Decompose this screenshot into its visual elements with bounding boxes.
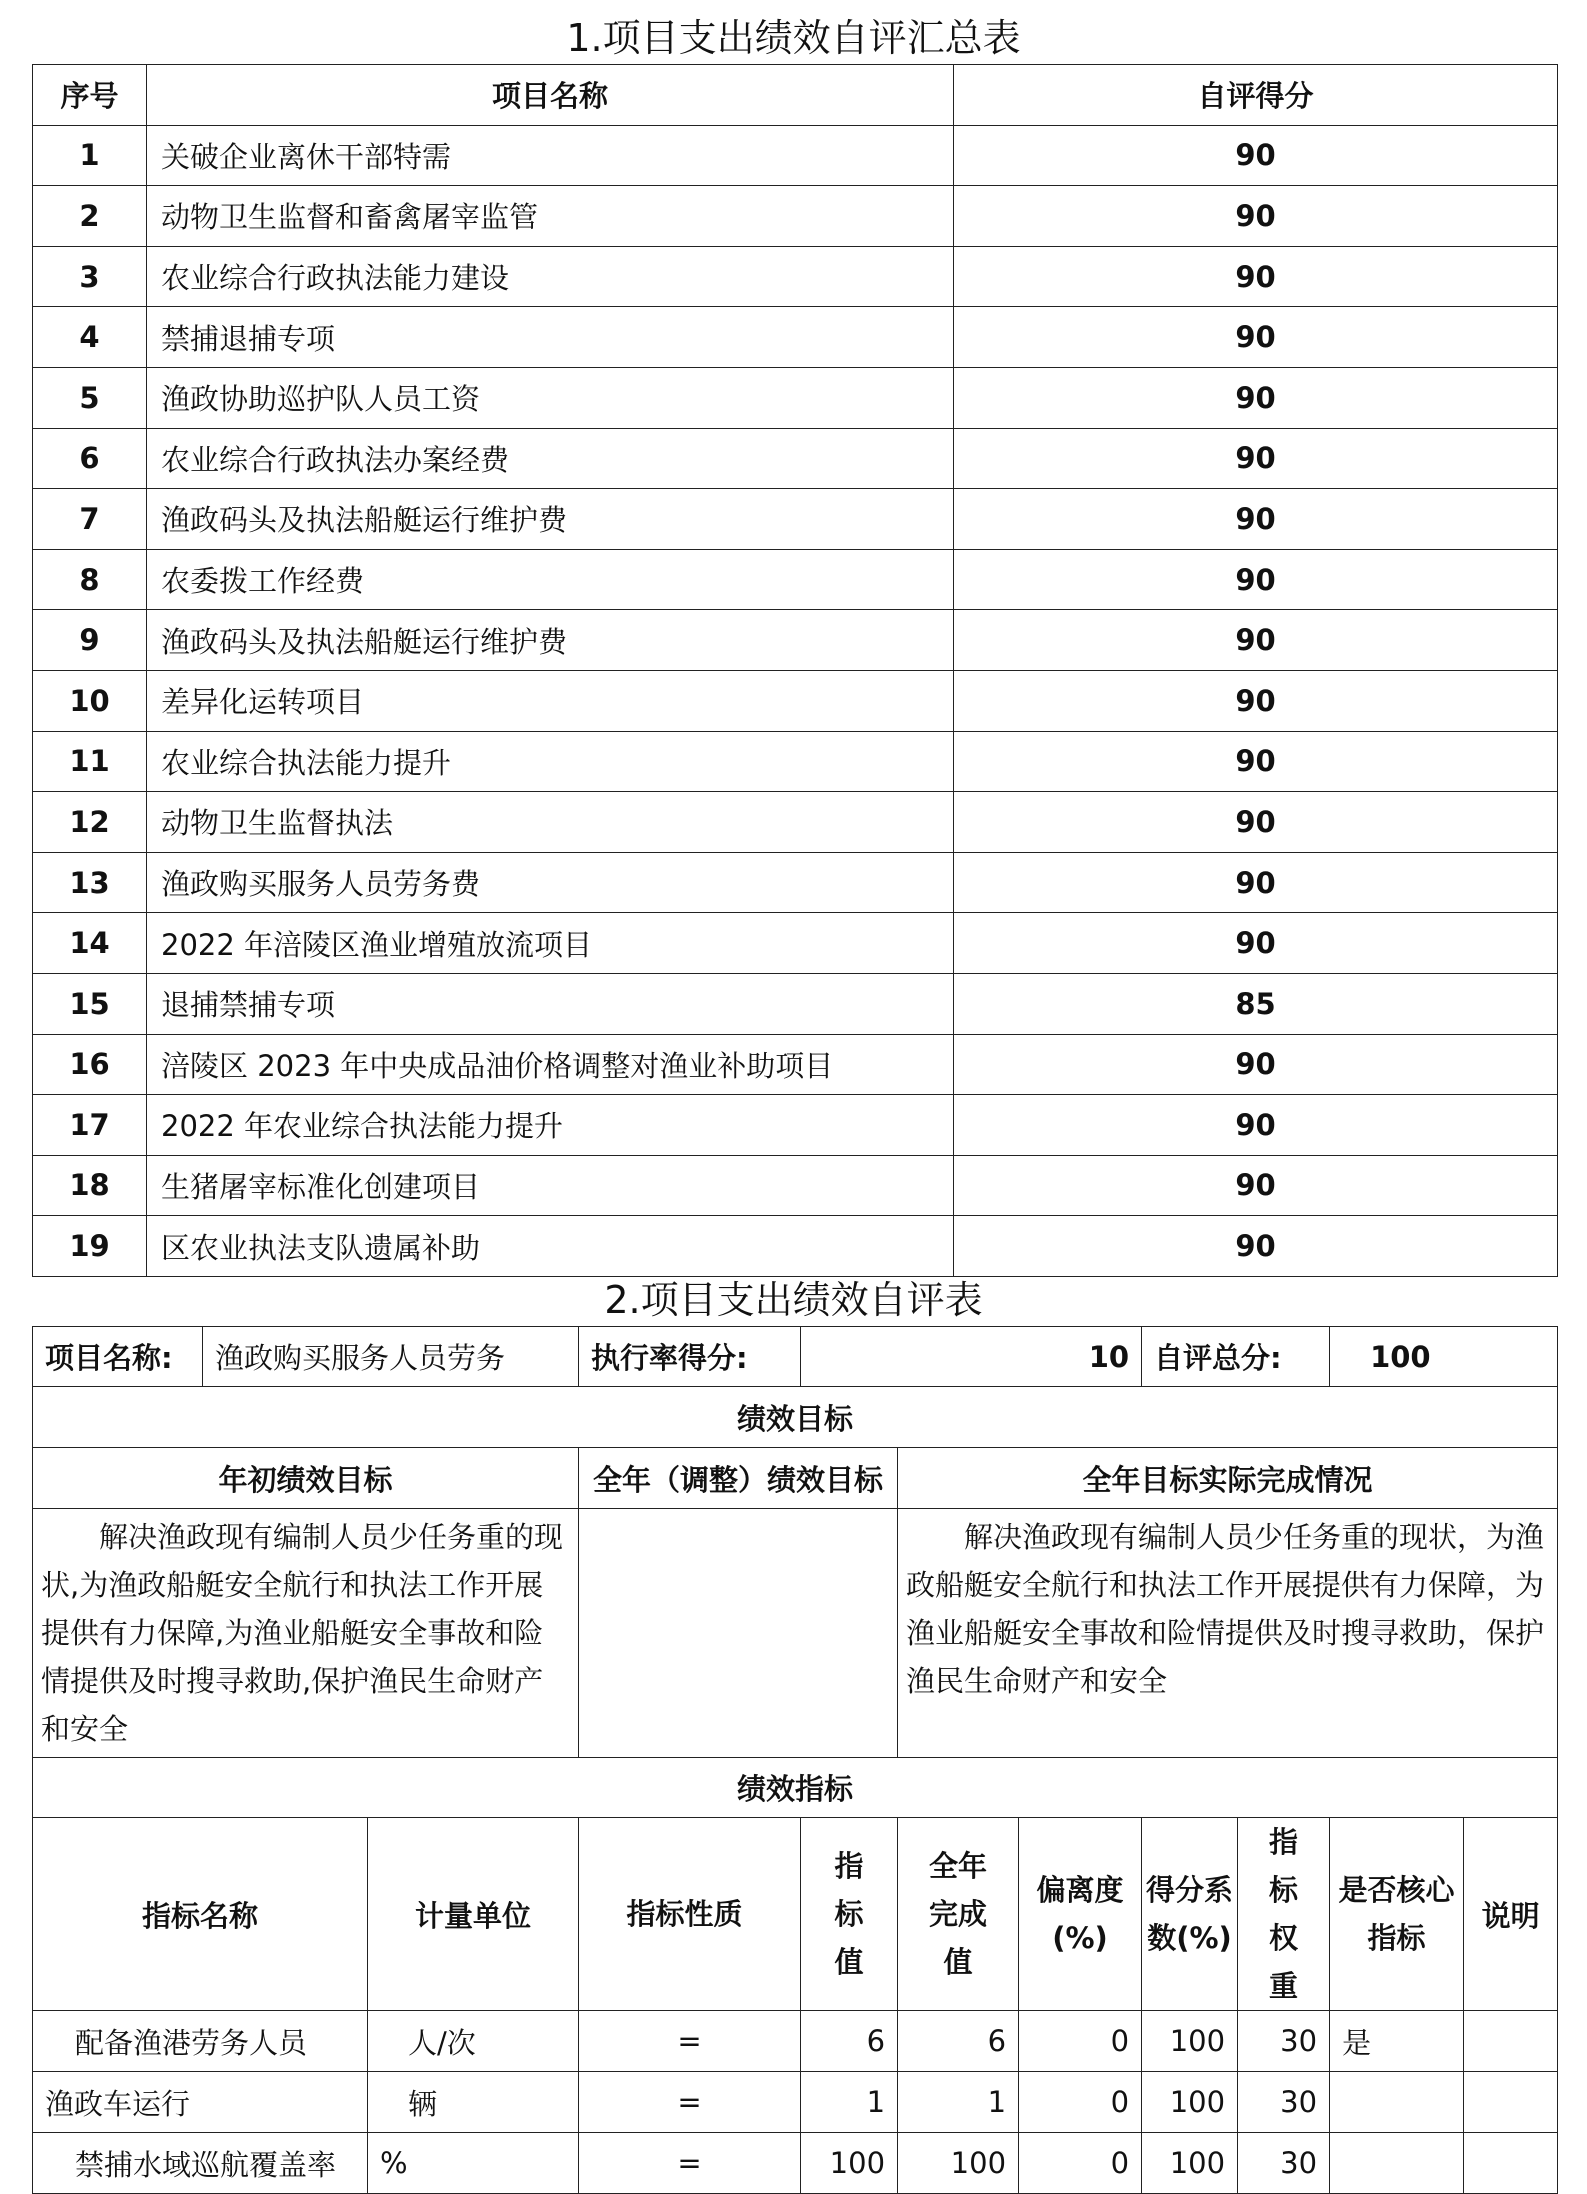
indicator-nature: = bbox=[579, 2011, 801, 2072]
table-row bbox=[33, 792, 1558, 853]
header-name: 项目名称 bbox=[147, 65, 954, 126]
indicator-deviation: 0 bbox=[1019, 2011, 1142, 2072]
row-score: 90 bbox=[954, 852, 1558, 913]
goal-initial-header: 年初绩效目标 bbox=[33, 1448, 579, 1509]
table-row bbox=[33, 125, 1558, 186]
indicator-cols-row bbox=[33, 1818, 1558, 2011]
row-no: 18 bbox=[33, 1155, 147, 1216]
col-unit: 计量单位 bbox=[368, 1818, 579, 2011]
row-score: 90 bbox=[954, 367, 1558, 428]
row-no: 12 bbox=[33, 792, 147, 853]
row-score: 90 bbox=[954, 792, 1558, 853]
row-no: 2 bbox=[33, 186, 147, 247]
row-score: 85 bbox=[954, 973, 1558, 1034]
project-info-row bbox=[33, 1327, 1558, 1387]
indicator-nature: = bbox=[579, 2072, 801, 2133]
table-row bbox=[33, 731, 1558, 792]
row-score: 90 bbox=[954, 913, 1558, 974]
row-score: 90 bbox=[954, 1216, 1558, 1277]
indicator-coefficient: 100 bbox=[1142, 2133, 1238, 2194]
row-name: 渔政协助巡护队人员工资 bbox=[147, 367, 954, 428]
detail-title: 2.项目支出绩效自评表 bbox=[604, 1278, 983, 1322]
total-score-value: 100 bbox=[1330, 1327, 1558, 1387]
indicator-unit: 辆 bbox=[368, 2072, 579, 2133]
indicator-value: 100 bbox=[801, 2133, 898, 2194]
goal-adjusted-text bbox=[579, 1509, 898, 1758]
row-name: 禁捕退捕专项 bbox=[147, 307, 954, 368]
indicator-core bbox=[1330, 2133, 1464, 2194]
table-row bbox=[33, 670, 1558, 731]
table-row bbox=[33, 367, 1558, 428]
row-score: 90 bbox=[954, 307, 1558, 368]
indicator-name: 渔政车运行 bbox=[33, 2072, 368, 2133]
col-nature: 指标性质 bbox=[579, 1818, 801, 2011]
row-score: 90 bbox=[954, 246, 1558, 307]
goals-header: 绩效目标 bbox=[33, 1387, 1558, 1448]
row-name: 2022 年农业综合执法能力提升 bbox=[147, 1095, 954, 1156]
row-score: 90 bbox=[954, 186, 1558, 247]
goal-adjusted-header: 全年（调整）绩效目标 bbox=[579, 1448, 898, 1509]
indicator-weight: 30 bbox=[1238, 2072, 1330, 2133]
col-weight: 指标权重 bbox=[1238, 1818, 1330, 2011]
total-score-label: 自评总分: bbox=[1142, 1327, 1330, 1387]
row-name: 退捕禁捕专项 bbox=[147, 973, 954, 1034]
indicator-note bbox=[1464, 2133, 1558, 2194]
row-name: 关破企业离休干部特需 bbox=[147, 125, 954, 186]
row-no: 5 bbox=[33, 367, 147, 428]
indicator-done: 6 bbox=[898, 2011, 1019, 2072]
row-name: 动物卫生监督执法 bbox=[147, 792, 954, 853]
row-no: 7 bbox=[33, 489, 147, 550]
col-note: 说明 bbox=[1464, 1818, 1558, 2011]
row-name: 2022 年涪陵区渔业增殖放流项目 bbox=[147, 913, 954, 974]
table-row bbox=[33, 1095, 1558, 1156]
goals-header-row bbox=[33, 1387, 1558, 1448]
table-row bbox=[33, 852, 1558, 913]
indicator-unit: % bbox=[368, 2133, 579, 2194]
goal-actual-text: 解决渔政现有编制人员少任务重的现状，为渔政船艇安全航行和执法工作开展提供有力保障，为渔业船艇安全事故和险情提供及时搜寻救助，保护渔民生命财产和安全 bbox=[898, 1509, 1558, 1758]
row-name: 渔政码头及执法船艇运行维护费 bbox=[147, 489, 954, 550]
indicator-name: 禁捕水域巡航覆盖率 bbox=[33, 2133, 368, 2194]
row-name: 农业综合执法能力提升 bbox=[147, 731, 954, 792]
row-name: 区农业执法支队遗属补助 bbox=[147, 1216, 954, 1277]
indicator-weight: 30 bbox=[1238, 2133, 1330, 2194]
row-no: 16 bbox=[33, 1034, 147, 1095]
table-row bbox=[33, 428, 1558, 489]
row-no: 13 bbox=[33, 852, 147, 913]
row-score: 90 bbox=[954, 549, 1558, 610]
table-row bbox=[33, 549, 1558, 610]
row-score: 90 bbox=[954, 731, 1558, 792]
indicator-deviation: 0 bbox=[1019, 2133, 1142, 2194]
project-name-value: 渔政购买服务人员劳务 bbox=[203, 1327, 579, 1387]
row-score: 90 bbox=[954, 1095, 1558, 1156]
row-no: 4 bbox=[33, 307, 147, 368]
col-coefficient: 得分系数(%) bbox=[1142, 1818, 1238, 2011]
goal-actual-header: 全年目标实际完成情况 bbox=[898, 1448, 1558, 1509]
goal-initial-text: 解决渔政现有编制人员少任务重的现状,为渔政船艇安全航行和执法工作开展提供有力保障,为渔业船艇安全事故和险情提供及时搜寻救助,保护渔民生命财产和安全 bbox=[33, 1509, 579, 1758]
row-score: 90 bbox=[954, 610, 1558, 671]
col-done: 全年完成值 bbox=[898, 1818, 1019, 2011]
row-name: 动物卫生监督和畜禽屠宰监管 bbox=[147, 186, 954, 247]
indicator-name: 配备渔港劳务人员 bbox=[33, 2011, 368, 2072]
header-score: 自评得分 bbox=[954, 65, 1558, 126]
indicator-deviation: 0 bbox=[1019, 2072, 1142, 2133]
col-deviation: 偏离度(%) bbox=[1019, 1818, 1142, 2011]
row-score: 90 bbox=[954, 1034, 1558, 1095]
indicator-value: 6 bbox=[801, 2011, 898, 2072]
col-value: 指标值 bbox=[801, 1818, 898, 2011]
goal-content-row bbox=[33, 1509, 1558, 1758]
indicator-coefficient: 100 bbox=[1142, 2072, 1238, 2133]
table-row bbox=[33, 2072, 1558, 2133]
table-row bbox=[33, 186, 1558, 247]
col-core: 是否核心指标 bbox=[1330, 1818, 1464, 2011]
table-row bbox=[33, 2133, 1558, 2194]
exec-rate-label: 执行率得分: bbox=[579, 1327, 801, 1387]
table-row bbox=[33, 246, 1558, 307]
row-score: 90 bbox=[954, 428, 1558, 489]
row-no: 14 bbox=[33, 913, 147, 974]
indicator-coefficient: 100 bbox=[1142, 2011, 1238, 2072]
row-no: 3 bbox=[33, 246, 147, 307]
row-name: 农业综合行政执法能力建设 bbox=[147, 246, 954, 307]
row-name: 涪陵区 2023 年中央成品油价格调整对渔业补助项目 bbox=[147, 1034, 954, 1095]
table-row bbox=[33, 489, 1558, 550]
row-name: 渔政购买服务人员劳务费 bbox=[147, 852, 954, 913]
exec-rate-value: 10 bbox=[801, 1327, 1142, 1387]
row-no: 1 bbox=[33, 125, 147, 186]
row-no: 11 bbox=[33, 731, 147, 792]
detail-table bbox=[32, 1326, 1558, 2194]
row-name: 农业综合行政执法办案经费 bbox=[147, 428, 954, 489]
header-no: 序号 bbox=[33, 65, 147, 126]
row-score: 90 bbox=[954, 125, 1558, 186]
table-row bbox=[33, 1216, 1558, 1277]
indicator-note bbox=[1464, 2072, 1558, 2133]
table-row bbox=[33, 307, 1558, 368]
indicator-weight: 30 bbox=[1238, 2011, 1330, 2072]
row-no: 19 bbox=[33, 1216, 147, 1277]
indicator-done: 100 bbox=[898, 2133, 1019, 2194]
row-score: 90 bbox=[954, 1155, 1558, 1216]
row-no: 8 bbox=[33, 549, 147, 610]
row-no: 17 bbox=[33, 1095, 147, 1156]
table-row bbox=[33, 610, 1558, 671]
summary-table bbox=[32, 64, 1558, 1277]
row-name: 生猪屠宰标准化创建项目 bbox=[147, 1155, 954, 1216]
col-indicator-name: 指标名称 bbox=[33, 1818, 368, 2011]
table-row bbox=[33, 1034, 1558, 1095]
row-name: 渔政码头及执法船艇运行维护费 bbox=[147, 610, 954, 671]
row-no: 10 bbox=[33, 670, 147, 731]
indicator-unit: 人/次 bbox=[368, 2011, 579, 2072]
indicator-value: 1 bbox=[801, 2072, 898, 2133]
row-no: 15 bbox=[33, 973, 147, 1034]
indicators-header-row bbox=[33, 1758, 1558, 1818]
indicator-core: 是 bbox=[1330, 2011, 1464, 2072]
indicator-nature: = bbox=[579, 2133, 801, 2194]
summary-header-row bbox=[33, 65, 1558, 126]
row-no: 9 bbox=[33, 610, 147, 671]
row-name: 差异化运转项目 bbox=[147, 670, 954, 731]
row-name: 农委拨工作经费 bbox=[147, 549, 954, 610]
row-score: 90 bbox=[954, 489, 1558, 550]
table-row bbox=[33, 2011, 1558, 2072]
indicator-note bbox=[1464, 2011, 1558, 2072]
indicators-header: 绩效指标 bbox=[33, 1758, 1558, 1818]
summary-title: 1.项目支出绩效自评汇总表 bbox=[566, 16, 1021, 60]
table-row bbox=[33, 973, 1558, 1034]
goal-cols-row bbox=[33, 1448, 1558, 1509]
row-score: 90 bbox=[954, 670, 1558, 731]
table-row bbox=[33, 913, 1558, 974]
indicator-core bbox=[1330, 2072, 1464, 2133]
table-row bbox=[33, 1155, 1558, 1216]
indicator-done: 1 bbox=[898, 2072, 1019, 2133]
project-name-label: 项目名称: bbox=[33, 1327, 203, 1387]
row-no: 6 bbox=[33, 428, 147, 489]
